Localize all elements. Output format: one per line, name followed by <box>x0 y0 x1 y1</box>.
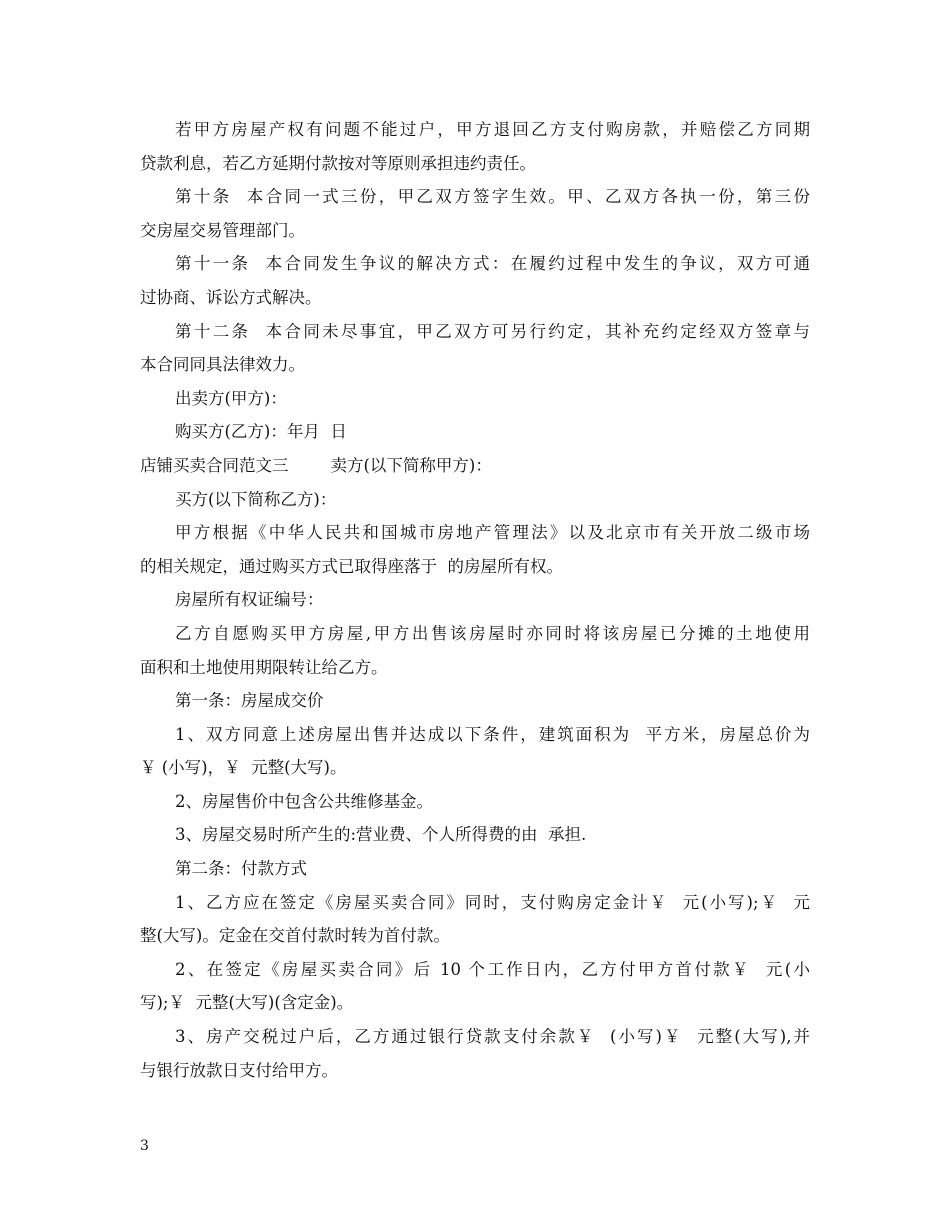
text-line: 买方(以下简称乙方)： <box>175 489 337 509</box>
text-line: 第二条：付款方式 <box>175 859 307 879</box>
text-line: 过协商、诉讼方式解决。 <box>140 287 322 307</box>
text-line: 乙方自愿购买甲方房屋,甲方出售该房屋时亦同时将该房屋已分摊的土地使用 <box>175 623 810 643</box>
text-line: 购买方(乙方)：年月 日 <box>175 422 347 442</box>
text-line: 3、房产交税过户后，乙方通过银行贷款支付余款￥ (小写)￥ 元整(大写),并 <box>175 1027 810 1047</box>
text-line: 若甲方房屋产权有问题不能过户，甲方退回乙方支付购房款，并赔偿乙方同期 <box>175 120 810 139</box>
text-line: 的相关规定，通过购买方式已取得座落于 的房屋所有权。 <box>140 556 563 576</box>
text-line: 1、双方同意上述房屋出售并达成以下条件，建筑面积为 平方米，房屋总价为 <box>175 724 810 744</box>
document-body <box>140 113 810 1087</box>
text-line: ￥ (小写)，￥ 元整(大写)。 <box>140 758 347 778</box>
text-line: 1、乙方应在签定《房屋买卖合同》同时，支付购房定金计￥ 元(小写);￥ 元 <box>175 892 810 912</box>
text-line: 2、在签定《房屋买卖合同》后 10 个工作日内，乙方付甲方首付款￥ 元(小 <box>175 959 810 979</box>
page-number: 3 <box>140 1138 149 1154</box>
text-line: 贷款利息，若乙方延期付款按对等原则承担违约责任。 <box>140 153 536 173</box>
text-line: 整(大写)。定金在交首付款时转为首付款。 <box>140 926 450 946</box>
text-line: 第一条：房屋成交价 <box>175 691 324 711</box>
text-line: 与银行放款日支付给甲方。 <box>140 1060 338 1080</box>
text-line: 第十一条 本合同发生争议的解决方式：在履约过程中发生的争议，双方可通 <box>175 254 810 274</box>
text-line: 面积和土地使用期限转让给乙方。 <box>140 657 388 677</box>
text-line: 出卖方(甲方)： <box>175 388 287 408</box>
text-line: 写);￥ 元整(大写)(含定金)。 <box>140 993 354 1013</box>
text-line: 本合同同具法律效力。 <box>140 355 305 375</box>
text-line: 甲方根据《中华人民共和国城市房地产管理法》以及北京市有关开放二级市场 <box>175 523 810 543</box>
text-line: 店铺买卖合同范文三 卖方(以下简称甲方)： <box>140 455 492 475</box>
text-line: 第十条 本合同一式三份，甲乙双方签字生效。甲、乙双方各执一份，第三份 <box>175 187 810 207</box>
text-line: 交房屋交易管理部门。 <box>140 220 305 240</box>
text-line: 第十二条 本合同未尽事宜，甲乙双方可另行约定，其补充约定经双方签章与 <box>175 321 810 341</box>
text-line: 3、房屋交易时所产生的:营业费、个人所得费的由 承担. <box>175 825 587 845</box>
text-line: 2、房屋售价中包含公共维修基金。 <box>175 791 433 811</box>
text-line: 房屋所有权证编号： <box>175 590 324 610</box>
